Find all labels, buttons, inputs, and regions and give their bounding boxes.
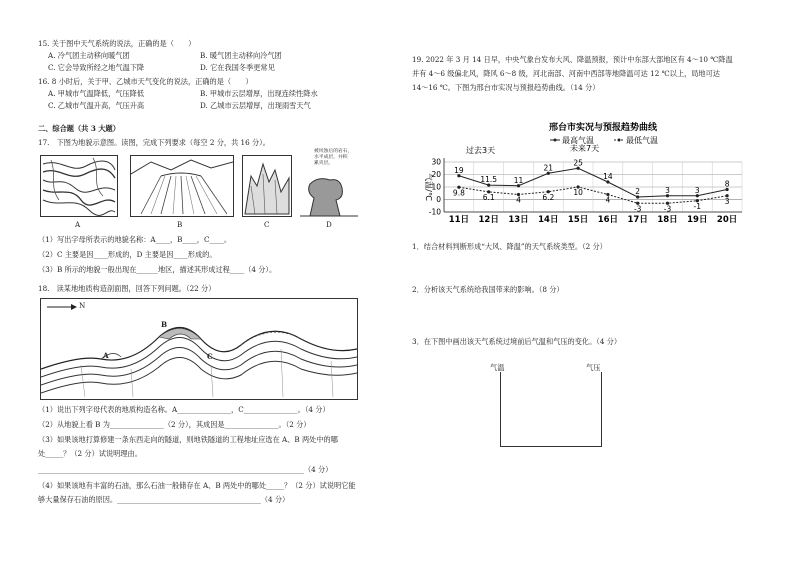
alluvial-fan-drawing — [131, 156, 233, 216]
q17-stem: 17. 下图为地貌示意图。读图，完成下列要求（每空 2 分，共 16 分）。 — [38, 138, 270, 147]
series-1-data-label-4: 10 — [573, 188, 583, 197]
q16-stem: 16. 8 小时后，关于甲、乙城市天气变化的说法，正确的是（ ） — [38, 77, 253, 86]
section-label-c: C — [207, 352, 213, 361]
q19-stem-line-3: 14～16 ℃。下图为邢台市实况与预报趋势曲线。（14 分） — [412, 83, 600, 92]
landform-figure-b — [130, 155, 234, 217]
series-1-data-label-6: -3 — [633, 204, 642, 214]
y-tick-label-4: 30 — [431, 157, 441, 167]
legend-label-1: 最低气温 — [626, 136, 658, 145]
q18-answer-line[interactable]: __________________________________________________________________________（4 分） — [38, 465, 333, 474]
series-0-data-label-7: 3 — [665, 185, 670, 195]
section-label-b: B — [161, 320, 168, 329]
x-tick-label-9: 20日 — [716, 215, 738, 225]
figure-label-b: B — [177, 220, 183, 229]
figure-d-note-line-2: 水平成层，并积 — [314, 154, 348, 160]
q19-sub2[interactable]: 2．分析该天气系统给我国带来的影响。（8 分） — [412, 285, 564, 294]
meandering-river-drawing — [41, 156, 117, 216]
y-axis-label: 气温/℃ — [424, 173, 433, 201]
karst-peak-drawing — [243, 156, 291, 216]
series-0-data-label-6: 2 — [635, 187, 641, 196]
series-0-data-label-5: 14 — [603, 172, 613, 181]
north-label: N — [79, 301, 86, 310]
q18-stem: 18. 读某地地质构造剖面图，回答下列问题。（22 分） — [38, 284, 216, 293]
q15-option-c[interactable]: C. 它会导致所经之地气温下降 — [48, 63, 145, 72]
series-0-data-label-9: 8 — [724, 179, 730, 189]
x-tick-label-1: 12日 — [478, 215, 499, 225]
series-1-data-label-8: -1 — [693, 201, 702, 211]
q15-option-b[interactable]: B. 暖气团主动移向冷气团 — [200, 51, 282, 60]
figure-label-d: D — [326, 220, 332, 229]
x-tick-label-5: 16日 — [597, 215, 619, 225]
series-0-data-label-1: 11.5 — [480, 175, 498, 185]
annotation-past: 过去3天 — [466, 146, 496, 155]
chart-title: 邢台市实况与预报趋势曲线 — [548, 123, 658, 133]
x-tick-label-7: 18日 — [657, 215, 678, 225]
y-tick-label-1: 0 — [436, 195, 441, 204]
q17-sub3[interactable]: （3）B 所示的地貌一般出现在______地区，描述其形成过程____（4 分）。 — [38, 265, 277, 274]
q15-option-a[interactable]: A. 冷气团主动移向暖气团 — [48, 51, 130, 60]
series-0-data-label-4: 25 — [573, 158, 583, 168]
q16-option-b[interactable]: B. 甲城市云层增厚，出现连续性降水 — [200, 89, 318, 98]
geologic-cross-section — [40, 298, 358, 400]
legend-marker-0 — [554, 139, 557, 142]
figure-d-note — [314, 149, 352, 167]
q18-sub4b[interactable]: 够大量保存石油的原因。________________________________________（4 分） — [38, 495, 290, 504]
q19-stem-line-2: 并有 4～6 级偏北风，降风 6～8 级，河北南部、河南中西部等地降温可达 12 ℃以上，局地可达 — [412, 69, 720, 78]
y-tick-label-3: 20 — [431, 170, 441, 179]
x-tick-label-0: 11日 — [448, 215, 470, 225]
q16-option-c[interactable]: C. 乙城市气温升高，气压升高 — [48, 101, 145, 110]
q16-option-d[interactable]: D. 乙城市云层增厚，出现雨雪天气 — [200, 101, 311, 110]
q15-option-d[interactable]: D. 它在我国冬季更常见 — [200, 63, 275, 72]
q18-sub1[interactable]: （1）说出下列字母代表的地质构造名称。A_______________，C_______________。（4 分） — [38, 405, 330, 414]
temperature-trend-chart — [420, 118, 750, 234]
q18-sub3a: （3）如果该地打算修建一条东西走向的隧道，则地铁隧道的工程地址应选在 A、B 两处中的哪 — [38, 435, 338, 444]
y-tick-label-2: 10 — [431, 182, 441, 192]
landform-figure-c — [242, 155, 292, 217]
series-1-data-label-9: 3 — [724, 196, 730, 206]
q16-option-a[interactable]: A. 甲城市气温降低，气压降低 — [48, 89, 145, 98]
landform-figure-d — [300, 148, 358, 218]
series-1-data-label-5: 4 — [605, 195, 611, 205]
x-tick-label-6: 17日 — [627, 215, 648, 225]
series-0-data-label-3: 21 — [543, 163, 554, 173]
landform-figure-a — [40, 155, 118, 217]
legend-label-0: 最高气温 — [562, 136, 594, 145]
q15-stem: 15. 关于图中天气系统的说法，正确的是（ ） — [38, 39, 196, 48]
q18-sub2[interactable]: （2）从地貌上看 B 为_______________（2 分），其成因是_______________。（2 分） — [38, 420, 311, 429]
x-tick-label-8: 19日 — [687, 215, 708, 225]
annotation-future: 未来7天 — [570, 144, 600, 153]
series-1-data-label-2: 4 — [516, 195, 521, 205]
y-tick-label-0: -10 — [428, 207, 441, 217]
q17-sub1[interactable]: （1）写出字母所表示的地貌名称：A____，B____，C____。 — [38, 235, 232, 244]
series-0-data-label-8: 3 — [694, 185, 700, 195]
fold-strata-drawing — [41, 299, 357, 399]
q19-sub1[interactable]: 1．结合材料判断形成“大风、降温”的天气系统类型。（2 分） — [412, 242, 607, 251]
axis-label-temperature: 气温 — [490, 363, 505, 372]
q18-sub3b[interactable]: 处_____？（2 分）试说明理由。 — [38, 449, 142, 458]
x-tick-label-4: 15日 — [567, 215, 589, 225]
series-0-data-label-2: 11 — [513, 175, 524, 185]
section-heading: 二、综合题（共 3 大题） — [38, 124, 120, 133]
q18-sub4a[interactable]: （4）如果该地有丰富的石油，那么石油一般储存在 A、B 两处中的哪处_____？（2 分）试说明它能 — [38, 481, 356, 490]
figure-label-c: C — [264, 220, 270, 229]
section-label-a: A — [103, 351, 109, 360]
series-1-data-label-0: 9.8 — [452, 188, 465, 198]
series-0-data-label-0: 19 — [454, 165, 464, 175]
series-1-data-label-7: -3 — [663, 204, 672, 214]
figure-d-note-line-1: 被风蚀后的岩石， — [314, 149, 353, 154]
legend-marker-1 — [618, 139, 621, 142]
q17-sub2[interactable]: （2）C 主要是因____形成的，D 主要是因____形成的。 — [38, 250, 217, 259]
series-1-data-label-1: 6.1 — [482, 192, 495, 202]
figure-d-note-line-3: 累夹层。 — [314, 160, 334, 166]
drawing-area-frame[interactable] — [500, 372, 602, 447]
q19-stem-line-1: 19. 2022 年 3 月 14 日早，中央气象台发布大风、降温预报，预计中东部大部地区有 4～10 ℃降温 — [412, 55, 733, 64]
figure-label-a: A — [75, 220, 81, 229]
series-1-data-label-3: 6.2 — [542, 192, 555, 202]
x-tick-label-2: 13日 — [508, 215, 529, 225]
q19-sub3[interactable]: 3．在下图中画出该天气系统过境前后气温和气压的变化。（4 分） — [412, 337, 622, 346]
x-tick-label-3: 14日 — [538, 215, 559, 225]
axis-label-pressure: 气压 — [586, 363, 601, 372]
